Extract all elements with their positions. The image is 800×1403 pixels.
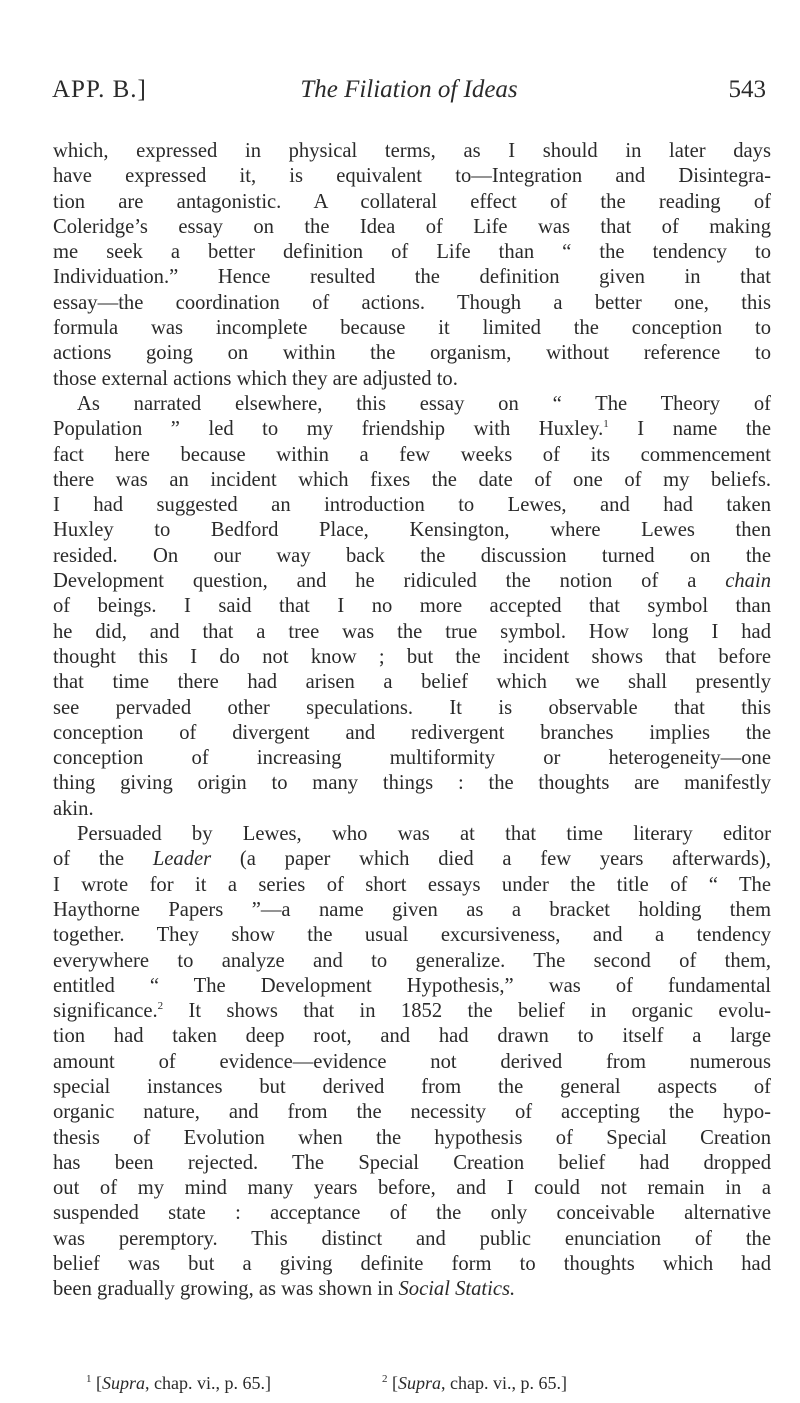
emphasis: chain — [725, 570, 772, 593]
text-segment: been gradually growing, as was shown in — [53, 1278, 394, 1301]
text-line: see pervaded other speculations. It is observable that this — [53, 696, 771, 719]
text-line: those external actions which they are adjusted to. — [53, 367, 458, 390]
header-appendix-label: APP. B.] — [52, 76, 147, 103]
footnote-text: , chap. vi., p. 65.] — [441, 1373, 567, 1393]
text-line: formula was incomplete because it limited the conception to — [53, 317, 771, 340]
text-line: Haythorne Papers ”—a name given as a bracket holding them — [53, 898, 771, 921]
running-header — [52, 76, 766, 116]
text-line: thing giving origin to many things : the thoughts are manifestly — [53, 772, 771, 795]
text-line: conception of increasing multiformity or heterogeneity—one — [53, 747, 771, 770]
text-line: entitled “ The Development Hypothesis,” was of fundamental — [53, 974, 771, 997]
book-title: Social Statics. — [398, 1278, 516, 1301]
text-line: resided. On our way back the discussion turned on the — [53, 544, 771, 567]
text-line — [53, 999, 771, 1024]
text-line: thesis of Evolution when the hypothesis of Special Creation — [53, 1126, 771, 1149]
text-line: I wrote for it a series of short essays under the title of “ The — [53, 873, 771, 896]
text-line: Individuation.” Hence resulted the definition given in that — [53, 266, 771, 289]
text-line — [53, 569, 771, 594]
text-line: essay—the coordination of actions. Though a better one, this — [53, 291, 771, 314]
footnote-bracket: [ — [392, 1373, 398, 1393]
text-line: was peremptory. This distinct and public enunciation of the — [53, 1227, 771, 1250]
text-line — [53, 847, 771, 872]
text-line — [53, 417, 771, 442]
text-line: akin. — [53, 797, 94, 820]
text-line: everywhere to analyze and to generalize. The second of them, — [53, 949, 771, 972]
text-line: Huxley to Bedford Place, Kensington, where Lewes then — [53, 519, 771, 542]
footnote-2 — [382, 1372, 567, 1394]
text-line: out of my mind many years before, and I could not remain in a — [53, 1177, 771, 1200]
text-segment: Population ” led to my friendship with Huxley. — [53, 418, 604, 441]
publication-title: Leader — [152, 848, 212, 871]
text-line: belief was but a giving definite form to thoughts which had — [53, 1253, 771, 1276]
text-line: amount of evidence—evidence not derived from numerous — [53, 1050, 771, 1073]
text-line: that time there had arisen a belief which we shall presently — [53, 671, 771, 694]
text-segment: of the — [53, 848, 125, 871]
text-line: thought this I do not know ; but the incident shows that before — [53, 645, 771, 668]
body-text — [53, 139, 771, 1303]
text-segment: It shows that in 1852 the belief in organic evolu- — [163, 1000, 771, 1023]
page-number: 543 — [728, 76, 766, 103]
text-line: Persuaded by Lewes, who was at that time literary editor — [77, 823, 771, 846]
text-line: he did, and that a tree was the true symbol. How long I had — [53, 620, 771, 643]
text-segment: (a paper which died a few years afterwards), — [211, 848, 771, 871]
text-line: tion are antagonistic. A collateral effect of the reading of — [53, 190, 771, 213]
footnote-number: 1 — [86, 1373, 92, 1385]
footnote-ref[interactable]: 1 — [603, 418, 609, 431]
footnote-bracket: [ — [96, 1373, 102, 1393]
footnote-italic: Supra — [102, 1373, 146, 1393]
text-line — [53, 1277, 771, 1302]
text-line: suspended state : acceptance of the only conceivable alternative — [53, 1202, 771, 1225]
text-line: tion had taken deep root, and had drawn to itself a large — [53, 1025, 771, 1048]
text-segment: significance. — [53, 1000, 158, 1023]
text-line: fact here because within a few weeks of its commencement — [53, 443, 771, 466]
text-line: Coleridge’s essay on the Idea of Life was that of making — [53, 215, 771, 238]
footnote-1 — [86, 1372, 271, 1394]
footnote-italic: Supra — [398, 1373, 442, 1393]
text-line: has been rejected. The Special Creation belief had dropped — [53, 1151, 771, 1174]
text-segment: I name the — [608, 418, 771, 441]
text-line: organic nature, and from the necessity of accepting the hypo- — [53, 1101, 771, 1124]
header-title: The Filiation of Ideas — [300, 76, 518, 103]
footnote-ref[interactable]: 2 — [157, 1000, 164, 1013]
text-line: actions going on within the organism, without reference to — [53, 342, 771, 365]
text-line: which, expressed in physical terms, as I should in later days — [53, 140, 771, 162]
text-segment: Development question, and he ridiculed the notion of a — [53, 570, 697, 593]
text-line: conception of divergent and redivergent branches implies the — [53, 721, 771, 744]
footnote-number: 2 — [382, 1373, 388, 1385]
text-line: have expressed it, is equivalent to—Integration and Disintegra- — [53, 165, 771, 188]
text-line: together. They show the usual excursiveness, and a tendency — [53, 924, 771, 947]
text-line: of beings. I said that I no more accepted that symbol than — [53, 595, 771, 618]
text-line: As narrated elsewhere, this essay on “ The Theory of — [77, 392, 771, 415]
text-line: special instances but derived from the general aspects of — [53, 1075, 771, 1098]
footnote-text: , chap. vi., p. 65.] — [145, 1373, 271, 1393]
text-line: I had suggested an introduction to Lewes, and had taken — [53, 494, 771, 517]
text-line: me seek a better definition of Life than “ the tendency to — [53, 241, 771, 264]
text-line: there was an incident which fixes the date of one of my beliefs. — [53, 468, 771, 491]
